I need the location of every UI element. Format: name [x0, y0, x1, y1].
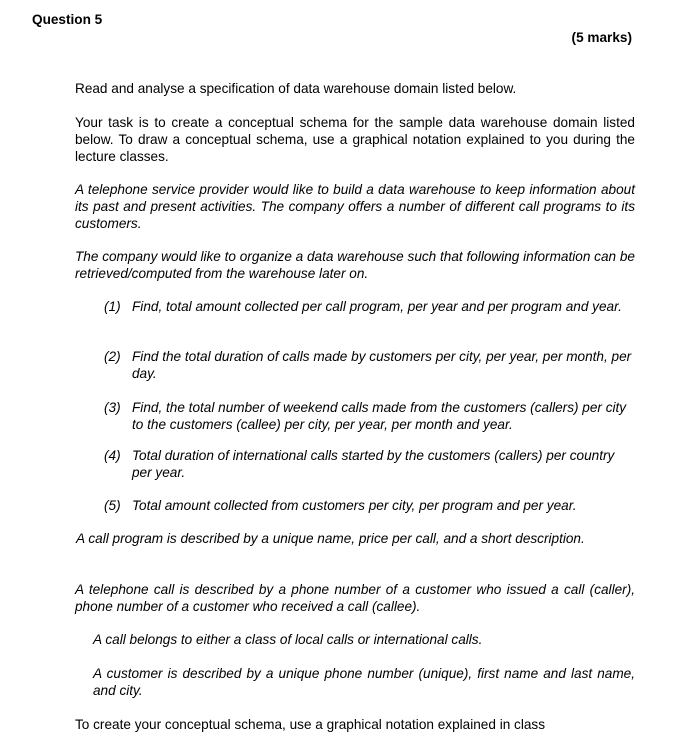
question-marks: (5 marks): [571, 30, 632, 45]
requirement-number: (1): [104, 299, 121, 314]
requirement-text: Total duration of international calls started by the customers (callers) per country per year.: [132, 448, 615, 480]
call-program-text: A call program is described by a unique name, price per call, and a short description.: [76, 531, 585, 546]
question-title: Question 5: [32, 12, 103, 27]
requirement-item: [104, 447, 634, 481]
requirement-number: (2): [104, 349, 121, 364]
requirement-item: [104, 298, 634, 315]
call-class-description: A call belongs to either a class of local calls or international calls.: [93, 632, 483, 647]
requirement-text: Total amount collected from customers per city, per program and per year.: [132, 498, 577, 513]
requirement-text: Find, total amount collected per call program, per year and per program and year.: [132, 299, 622, 314]
requirement-item: [104, 497, 634, 514]
intro-paragraph-2: Your task is to create a conceptual schema for the sample data warehouse domain listed below. To draw a conceptual schema, use a graphical notation explained to you during the lecture classes.: [75, 115, 635, 164]
call-program-description: [76, 530, 634, 547]
requirement-item: [104, 399, 634, 433]
spec-paragraph-2: The company would like to organize a data warehouse such that following information can be retrieved/computed from the warehouse later on.: [75, 249, 635, 281]
intro-paragraph-1: Read and analyse a specification of data warehouse domain listed below.: [75, 81, 517, 96]
requirement-text: Find, the total number of weekend calls made from the customers (callers) per city to the customers (callee) per city, per year, per month and year.: [132, 400, 627, 432]
spec-paragraph-1: A telephone service provider would like to build a data warehouse to keep information about its past and present activities. The company offers a number of different call programs to its customers.: [75, 182, 635, 231]
requirement-number: (4): [104, 448, 121, 463]
customer-description: A customer is described by a unique phone number (unique), first name and last name, and city.: [93, 666, 635, 698]
telephone-call-description: A telephone call is described by a phone number of a customer who issued a call (caller), phone number of a customer who received a call (callee).: [75, 582, 635, 614]
requirement-number: (3): [104, 400, 121, 415]
requirement-text: Find the total duration of calls made by customers per city, per year, per month, per day.: [132, 349, 632, 381]
closing-paragraph: To create your conceptual schema, use a graphical notation explained in class: [75, 717, 546, 732]
requirement-item: [104, 348, 634, 382]
requirement-number: (5): [104, 498, 121, 513]
